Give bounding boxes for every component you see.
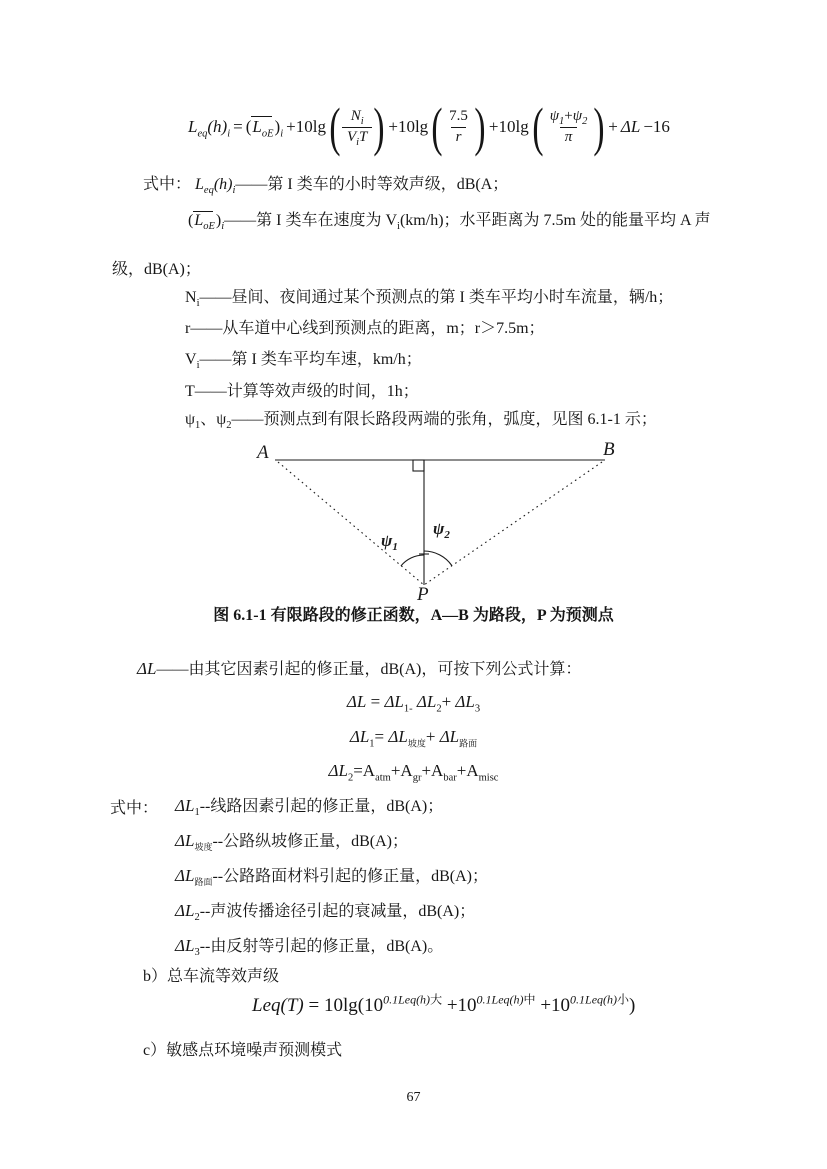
dash: —— <box>224 212 257 229</box>
where-label: 式中： <box>143 176 192 193</box>
math-symbol: V <box>346 128 357 145</box>
exponent-label: 中 <box>523 992 536 1007</box>
definition-text: 从车道中心线到预测点的距离，m；r＞7.5m； <box>222 320 545 337</box>
fraction-traffic <box>342 107 372 147</box>
math-subscript: bar <box>443 772 457 784</box>
definition-text: 级，dB(A)； <box>112 261 201 278</box>
math-symbol: ΔL <box>346 692 367 711</box>
paren-close: ) <box>215 212 222 229</box>
math-symbol: (h) <box>213 176 233 193</box>
definition-text: 公路路面材料引起的修正量，dB(A)； <box>223 868 488 885</box>
fraction-distance <box>444 107 473 147</box>
operator: + <box>446 995 458 1016</box>
delta-definition-line <box>175 863 488 886</box>
psi2-label: $\psi_2$ <box>433 519 450 541</box>
where-clause-2 <box>188 207 711 233</box>
math-constant: −16 <box>643 117 670 136</box>
equals-sign: = <box>370 692 381 711</box>
paren-open: ( <box>245 117 252 136</box>
math-exponent <box>477 993 536 1007</box>
math-symbol: ΔL <box>175 796 195 815</box>
delta-definition-line <box>175 898 476 924</box>
sightline-b-p <box>424 462 602 585</box>
definition-text: 公路纵坡修正量，dB(A)； <box>223 833 408 850</box>
math-symbol: ΔL <box>620 117 641 136</box>
equals-sign: = <box>233 117 243 136</box>
fraction-denominator <box>342 127 372 148</box>
big-paren-close: ) <box>593 97 605 157</box>
equals-sign: = <box>353 761 363 780</box>
psi1-label: $\psi_1$ <box>381 531 398 553</box>
math-subscript: 2 <box>347 772 354 784</box>
math-symbol: T <box>359 128 368 145</box>
math-symbol: A <box>362 761 376 780</box>
page-number: 67 <box>406 1090 421 1105</box>
fraction-numerator: 7.5 <box>449 108 468 124</box>
definition-text: 预测点到有限长路段两端的张角，弧度，见图 6.1-1 示； <box>263 411 657 428</box>
math-subscript: i <box>232 185 236 197</box>
definition-text: 声波传播途径引起的衰减量，dB(A)； <box>210 903 476 920</box>
mean-level-symbol <box>193 212 216 233</box>
math-symbol: A <box>466 761 479 780</box>
math-symbol: 0.1Leq(h) <box>383 992 431 1007</box>
math-symbol: ΔL <box>175 901 195 920</box>
math-subscript: i <box>227 128 231 140</box>
dash: —— <box>194 383 227 400</box>
definition-line <box>185 406 657 432</box>
definition-text: 昼间、夜间通过某个预测点的第 I 类车平均小时车流量，辆/h； <box>231 289 674 306</box>
math-subscript: 坡度 <box>194 842 213 853</box>
definition-text: 计算等效声级的时间，1h； <box>226 383 419 400</box>
definition-text: 由反射等引起的修正量，dB(A)。 <box>210 938 444 955</box>
separator: -- <box>199 798 211 815</box>
math-subscript: 路面 <box>459 738 478 749</box>
paren-close: ) <box>629 995 636 1016</box>
math-subscript: 1- <box>403 703 413 715</box>
delta-definition-line <box>175 828 408 851</box>
leq-total-formula <box>252 992 636 1017</box>
dash: —— <box>231 411 264 428</box>
fraction-denominator: π <box>560 127 578 148</box>
fraction-numerator <box>545 107 593 127</box>
point-b-label: B <box>603 439 615 460</box>
math-subscript: 3 <box>474 703 481 715</box>
fraction-denominator: r <box>451 127 467 148</box>
dash: —— <box>190 320 223 337</box>
math-symbol: N <box>350 108 361 124</box>
operator: + <box>390 761 401 780</box>
math-symbol: ΔL <box>175 936 195 955</box>
definition-text: (km/h)；水平距离为 7.5m 处的能量平均 A 声 <box>399 212 711 229</box>
angle-arc-psi2 <box>424 551 452 566</box>
math-symbol: ΔL <box>175 831 195 850</box>
operator: + <box>564 108 573 124</box>
math-symbol: Leq(T) <box>252 995 304 1016</box>
operator: +10lg <box>286 117 326 136</box>
math-subscript: 3 <box>194 947 200 959</box>
paren-close: ) <box>274 117 281 136</box>
figure-caption: 图 6.1-1 有限路段的修正函数，A—B 为路段，P 为预测点 <box>213 607 614 624</box>
delta-equation-3 <box>0 761 827 784</box>
math-subscript: 路面 <box>194 877 213 888</box>
term: ψ <box>185 411 196 428</box>
operator: +10lg <box>488 117 529 136</box>
mean-level-symbol <box>251 117 274 140</box>
term: V <box>185 351 197 368</box>
definition-text: 第 I 类车的小时等效声级，dB(A； <box>267 176 509 193</box>
math-subscript: i <box>397 221 400 233</box>
math-subscript: i <box>196 298 200 310</box>
definition-text: 第 I 类车平均车速，km/h； <box>231 351 422 368</box>
equals-sign: = <box>374 727 385 746</box>
big-paren-open: ( <box>532 97 544 157</box>
operator: + <box>608 117 618 136</box>
big-paren-close: ) <box>373 97 385 157</box>
math-symbol: ψ <box>549 108 560 124</box>
operator: + <box>425 727 436 746</box>
separator: -- <box>199 903 211 920</box>
right-angle-mark <box>413 460 424 471</box>
math-symbol: L <box>195 176 204 193</box>
math-subscript: eq <box>197 128 208 140</box>
math-symbol: ΔL <box>349 727 370 746</box>
equals-sign: = 10lg( <box>308 995 365 1016</box>
main-formula <box>188 94 673 160</box>
math-symbol: ΔL <box>439 727 460 746</box>
math-subscript: i <box>356 136 360 148</box>
fraction-angle <box>545 107 593 147</box>
angle-arc-psi1 <box>401 555 424 566</box>
math-symbol: A <box>400 761 413 780</box>
fraction-numerator <box>346 107 369 127</box>
math-symbol: ΔL <box>137 659 157 678</box>
math-subscript: 2 <box>582 116 588 127</box>
operator: + <box>456 761 467 780</box>
definition-text: 线路因素引起的修正量，dB(A)； <box>210 798 444 815</box>
math-base: 10 <box>457 995 477 1016</box>
definition-text: 由其它因素引起的修正量，dB(A)，可按下列公式计算： <box>188 661 582 678</box>
point-a-label: A <box>257 442 269 463</box>
math-subscript: i <box>280 128 284 140</box>
math-exponent <box>570 993 629 1007</box>
operator: + <box>441 692 452 711</box>
math-symbol: ΔL <box>175 866 195 885</box>
separator: -- <box>212 868 224 885</box>
dash: —— <box>235 176 268 193</box>
sightline-a-p <box>278 462 424 585</box>
math-subscript: 坡度 <box>407 738 426 749</box>
math-symbol: A <box>431 761 444 780</box>
math-symbol: L <box>194 212 204 229</box>
separator: -- <box>212 833 224 850</box>
definition-line <box>185 284 674 310</box>
operator: + <box>540 995 552 1016</box>
math-subscript: oE <box>203 221 215 233</box>
math-symbol: ΔL <box>455 692 475 711</box>
term: r <box>185 320 191 337</box>
math-base: 10 <box>551 995 571 1016</box>
formula-lhs <box>188 117 329 140</box>
math-subscript: misc <box>478 772 499 784</box>
section-c-heading: c）敏感点环境噪声预测模式 <box>143 1042 343 1059</box>
operator: + <box>421 761 432 780</box>
math-subscript: 1 <box>195 420 201 432</box>
delta-equation-2 <box>0 727 827 750</box>
math-subscript: eq <box>203 185 214 197</box>
definition-line <box>185 315 545 338</box>
math-subscript: 1 <box>559 116 565 127</box>
dash: —— <box>199 289 232 306</box>
math-subscript: 1 <box>194 807 200 819</box>
math-subscript: atm <box>375 772 391 784</box>
figure-6-1-1-diagram <box>245 438 635 602</box>
math-base: 10 <box>364 995 384 1016</box>
math-symbol: L <box>188 117 198 136</box>
dash: —— <box>156 661 189 678</box>
math-exponent <box>383 993 442 1007</box>
big-paren-close: ) <box>474 97 486 157</box>
big-paren-open: ( <box>431 97 443 157</box>
math-subscript: i <box>196 360 200 372</box>
definition-line <box>185 346 422 372</box>
where-clause-2-continuation <box>112 256 201 279</box>
big-paren-open: ( <box>329 97 341 157</box>
delta-equation-1 <box>0 692 827 715</box>
section-b-heading: b）总车流等效声级 <box>143 968 280 985</box>
definition-line <box>185 378 419 401</box>
math-symbol: ΔL <box>416 692 437 711</box>
math-subscript: 2 <box>194 912 200 924</box>
math-symbol: ΔL <box>388 727 408 746</box>
where-clause-1 <box>143 171 509 197</box>
definition-text: 第 I 类车在速度为 V <box>256 212 398 229</box>
term: 、ψ <box>200 411 227 428</box>
math-subscript: gr <box>412 772 422 784</box>
exponent-label: 大 <box>430 992 443 1007</box>
separator: -- <box>199 938 211 955</box>
math-symbol: 0.1Leq(h) <box>570 992 618 1007</box>
math-subscript: 2 <box>436 703 442 715</box>
math-subscript: 2 <box>226 420 232 432</box>
point-p-label: P <box>417 584 429 602</box>
math-symbol: (h) <box>207 117 228 136</box>
math-symbol: 0.1Leq(h) <box>476 992 524 1007</box>
math-subscript: 1 <box>369 738 375 750</box>
delta-definition-line <box>175 933 444 959</box>
term: T <box>185 383 195 400</box>
exponent-label: 小 <box>617 992 630 1007</box>
math-symbol: ΔL <box>384 692 404 711</box>
dash: —— <box>199 351 232 368</box>
delta-intro <box>137 656 581 679</box>
where-label: 式中： <box>110 800 159 817</box>
math-symbol: ψ <box>572 108 583 124</box>
math-symbol: L <box>252 117 262 136</box>
term: N <box>185 289 197 306</box>
math-subscript: oE <box>261 128 274 140</box>
delta-definition-line <box>175 793 444 819</box>
paren-open: ( <box>188 212 194 229</box>
math-symbol: ΔL <box>328 761 348 780</box>
operator: +10lg <box>388 117 429 136</box>
math-subscript: i <box>221 221 225 233</box>
math-subscript: i <box>360 116 364 127</box>
